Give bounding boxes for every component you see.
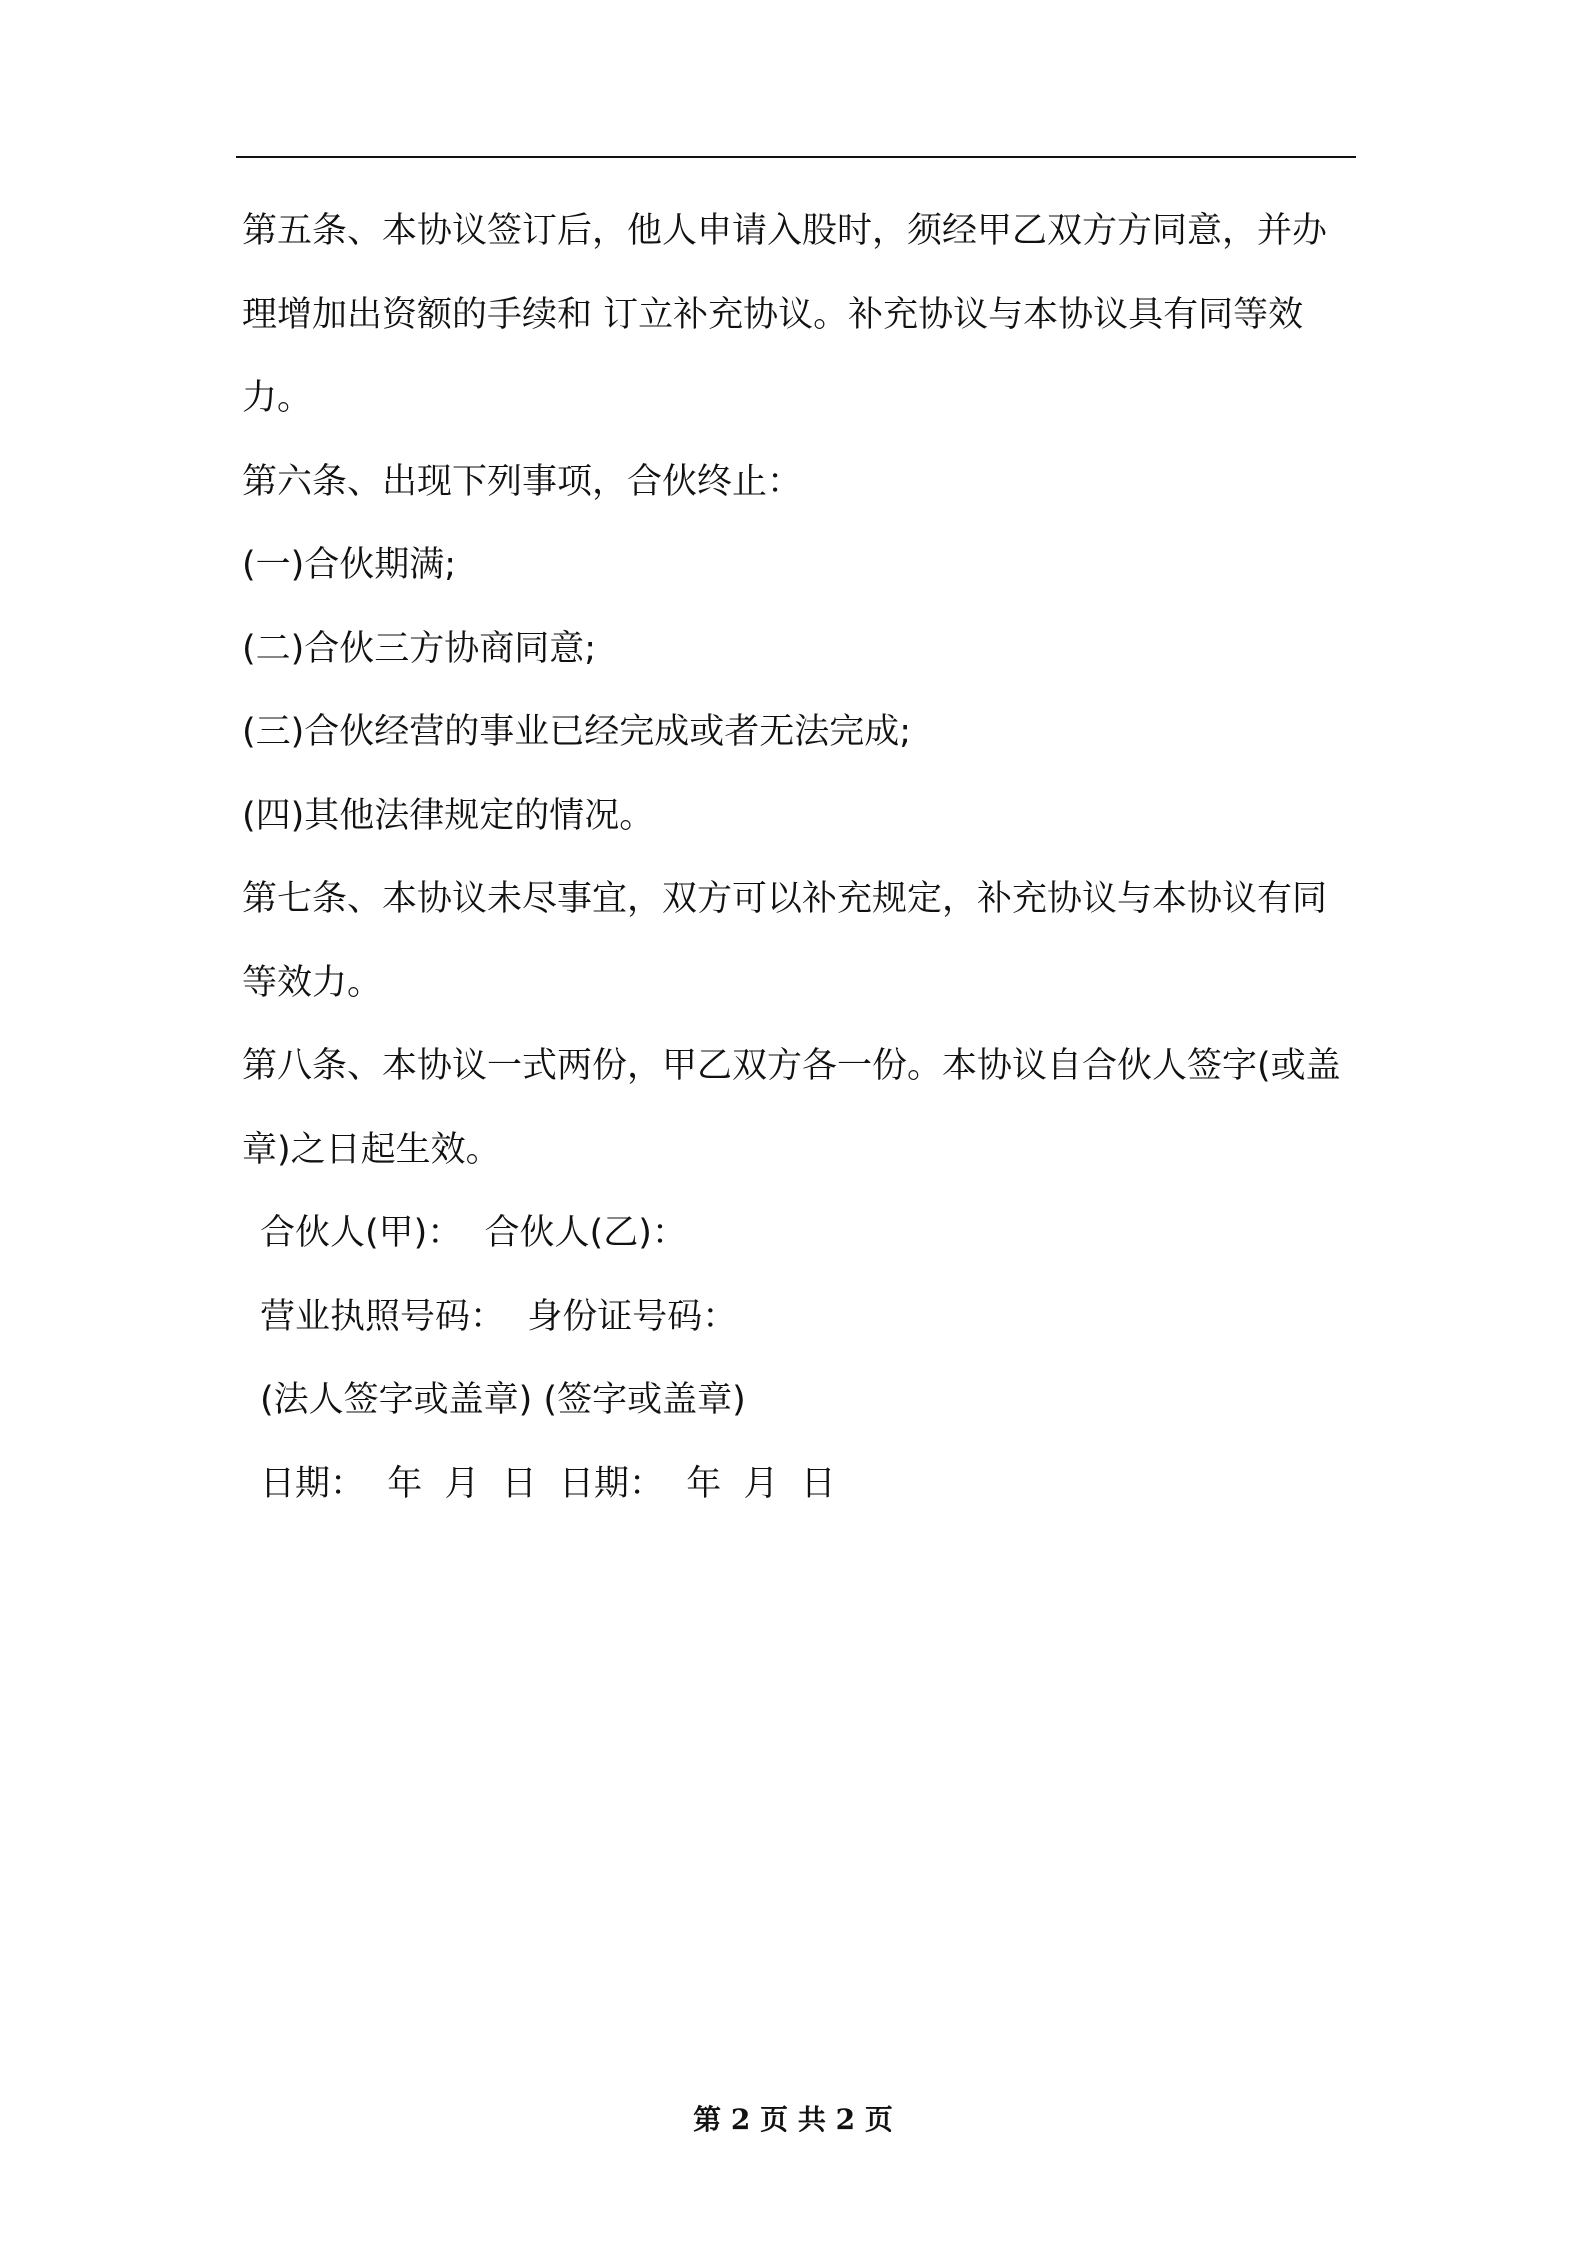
signature-partners-line: 合伙人(甲)： 合伙人(乙)： <box>260 1213 687 1253</box>
header-divider <box>236 156 1356 158</box>
article-6-paragraph: 第六条、出现下列事项，合伙终止： <box>242 461 803 502</box>
page-number-footer: 第 2 页 共 2 页 <box>693 2103 893 2136</box>
termination-item-3: (三)合伙经营的事业已经完成或者无法完成; <box>242 712 912 752</box>
signature-date-line: 日期： 年 月 日 日期： 年 月 日 <box>260 1463 836 1504</box>
termination-item-1: (一)合伙期满; <box>242 545 457 585</box>
signature-id-line: 营业执照号码： 身份证号码： <box>260 1296 738 1337</box>
article-5-paragraph: 第五条、本协议签订后，他人申请入股时，须经甲乙双方方同意，并办理增加出资额的手续和 订立补充协议。补充协议与本协议具有同等效力。 <box>242 211 1328 418</box>
document-body <box>242 190 1354 1526</box>
article-8-paragraph: 第八条、本协议一式两份，甲乙双方各一份。本协议自合伙人签字(或盖章)之日起生效。 <box>242 1046 1341 1170</box>
signature-seal-line: (法人签字或盖章) (签字或盖章) <box>260 1380 746 1420</box>
termination-item-2: (二)合伙三方协商同意; <box>242 628 597 669</box>
termination-item-4: (四)其他法律规定的情况。 <box>242 795 655 836</box>
article-7-paragraph: 第七条、本协议未尽事宜，双方可以补充规定，补充协议与本协议有同等效力。 <box>242 879 1328 1003</box>
